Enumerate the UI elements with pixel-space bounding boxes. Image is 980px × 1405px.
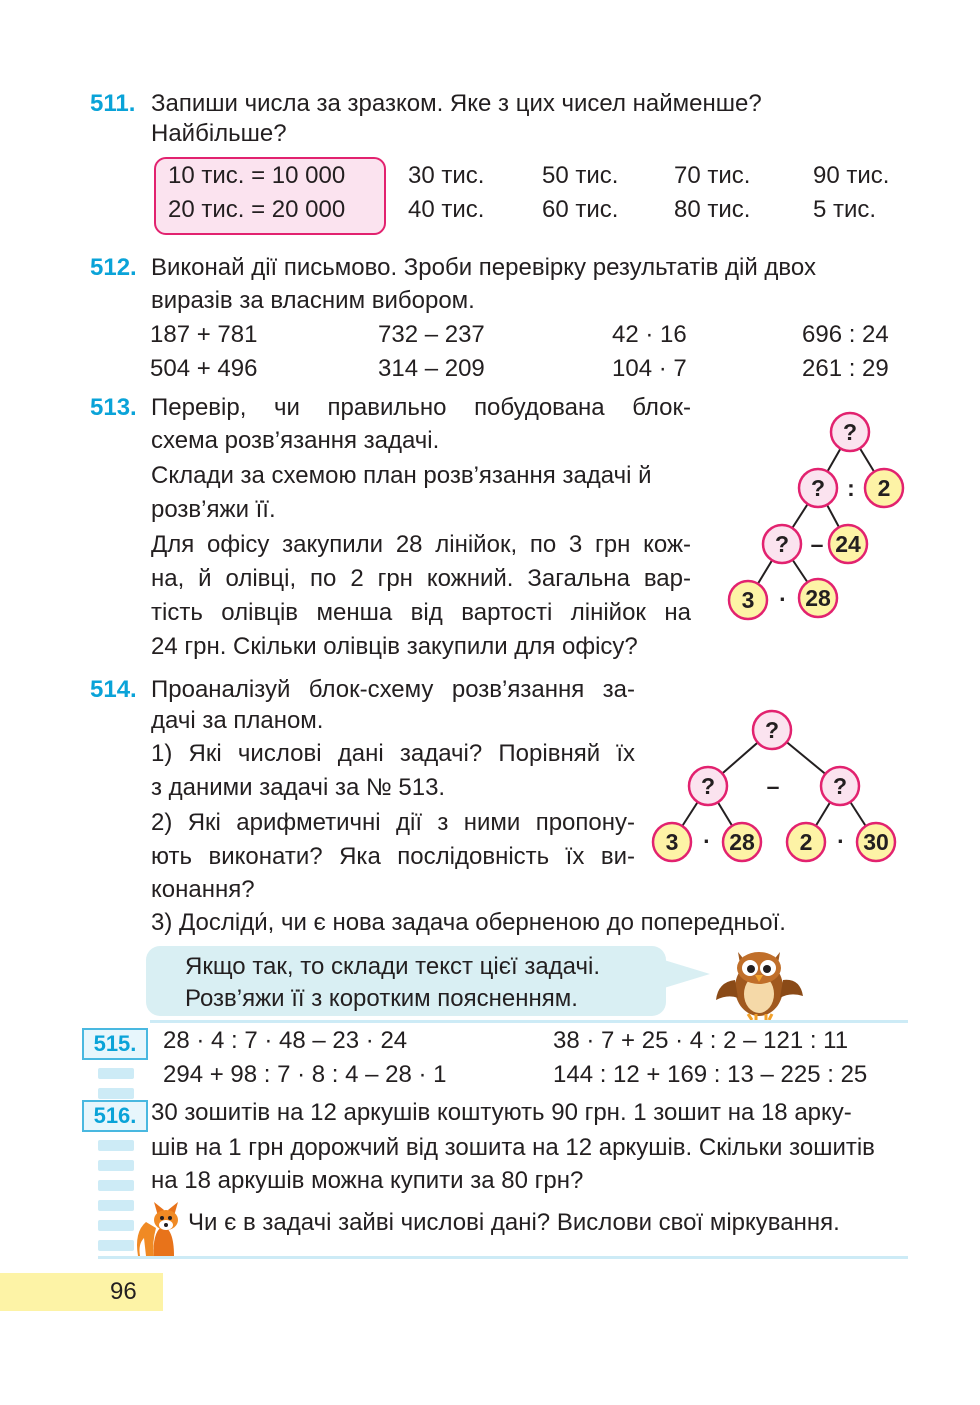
task-513-line: 24 грн. Скільки олівців закупили для офісу?	[151, 633, 638, 660]
expression: 144 : 12 + 169 : 13 – 225 : 25	[553, 1061, 868, 1088]
scheme-operator: ·	[703, 828, 711, 854]
scheme-label: ?	[810, 475, 826, 501]
scheme-label: 3	[665, 829, 679, 855]
task-number-515: 515.	[82, 1028, 148, 1060]
number-cell: 40 тис.	[408, 196, 485, 223]
scheme-operator: ·	[779, 586, 787, 612]
scheme-label: 2	[799, 829, 813, 855]
scheme-label: 2	[877, 475, 891, 501]
scheme-label: 3	[741, 587, 755, 613]
divider	[98, 1256, 908, 1259]
task-514-line: Проаналізуй блок-схему розв’язання за-	[151, 676, 635, 703]
scheme-operator: :	[847, 475, 855, 501]
scheme-label: 28	[729, 829, 755, 855]
scheme-label: 30	[863, 829, 889, 855]
number-cell: 70 тис.	[674, 162, 751, 189]
scheme-label: ?	[774, 531, 790, 557]
scheme-label: ?	[764, 717, 780, 743]
number-cell: 5 тис.	[813, 196, 877, 223]
task-514-line: з даними задачі за № 513.	[151, 774, 446, 801]
number-cell: 50 тис.	[542, 162, 619, 189]
task-513-line: розв’яжи її.	[151, 496, 276, 523]
task-number-512: 512.	[90, 254, 137, 281]
task-514-line: дачі за планом.	[151, 707, 324, 734]
task-516-line: на 18 аркушів можна купити за 80 грн?	[151, 1167, 584, 1194]
note-line: Розв’яжи її з коротким поясненням.	[185, 985, 578, 1012]
scheme-operator: –	[810, 531, 824, 557]
task-513-line: Для офісу закупили 28 лінійок, по 3 грн кож-	[151, 531, 691, 558]
task-number-511: 511.	[90, 90, 136, 117]
task-number-516: 516.	[82, 1100, 148, 1132]
scheme-label: ?	[832, 773, 848, 799]
sample-line: 10 тис. = 10 000	[168, 162, 346, 189]
rail-step	[98, 1240, 134, 1251]
expression: 42 · 16	[612, 321, 687, 348]
task-512-line: Виконай дії письмово. Зроби перевірку результатів дій двох	[151, 254, 816, 281]
fox-icon	[132, 1198, 186, 1258]
number-cell: 80 тис.	[674, 196, 751, 223]
expression: 504 + 496	[150, 355, 258, 382]
number-cell: 60 тис.	[542, 196, 619, 223]
task-513-line: Перевір, чи правильно побудована блок-	[151, 394, 691, 421]
scheme-operator: ·	[837, 828, 845, 854]
task-514-line: 3) Досліди́, чи є нова задача оберненою до попередньої.	[151, 909, 786, 936]
sample-line: 20 тис. = 20 000	[168, 196, 346, 223]
task-513-line: Склади за схемою план розв’язання задачі й	[151, 462, 652, 489]
number-cell: 30 тис.	[408, 162, 485, 189]
rail-step	[98, 1160, 134, 1171]
rail-step	[98, 1180, 134, 1191]
scheme-operator: –	[766, 773, 780, 799]
rail-step	[98, 1088, 134, 1099]
task-516-line: 30 зошитів на 12 аркушів коштують 90 грн. 1 зошит на 18 арку-	[151, 1099, 852, 1126]
scheme-label: ?	[842, 419, 858, 445]
page-number: 96	[110, 1278, 137, 1305]
task-514-line: 2) Які арифметичні дії з ними пропону-	[151, 809, 635, 836]
page-number-tab	[0, 1273, 163, 1311]
task-513-line: тість олівців менша від вартості лінійок на	[151, 599, 691, 626]
expression: 38 · 7 + 25 · 4 : 2 – 121 : 11	[553, 1027, 849, 1054]
task-512-line: виразів за власним вибором.	[151, 287, 475, 314]
task-513-line: схема розв’язання задачі.	[151, 427, 440, 454]
divider	[150, 1020, 908, 1023]
rail-step	[98, 1200, 134, 1211]
block-scheme-513	[700, 400, 940, 640]
task-516-question: Чи є в задачі зайві числові дані? Вислови свої міркування.	[188, 1209, 840, 1236]
task-514-line: конання?	[151, 876, 255, 903]
task-511-line: Запиши числа за зразком. Яке з цих чисел найменше?	[151, 90, 762, 117]
expression: 696 : 24	[802, 321, 889, 348]
rail-step	[98, 1068, 134, 1079]
rail-step	[98, 1140, 134, 1151]
owl-icon	[714, 938, 804, 1022]
expression: 187 + 781	[150, 321, 258, 348]
task-516-line: шів на 1 грн дорожчий від зошита на 12 аркушів. Скільки зошитів	[151, 1134, 875, 1161]
scheme-label: 28	[805, 585, 831, 611]
task-514-line: ють виконати? Яка послідовність їх ви-	[151, 843, 635, 870]
task-514-line: 1) Які числові дані задачі? Порівняй їх	[151, 740, 635, 767]
scheme-label: 24	[835, 531, 861, 557]
expression: 732 – 237	[378, 321, 485, 348]
block-scheme-514	[640, 700, 910, 880]
expression: 261 : 29	[802, 355, 889, 382]
expression: 104 · 7	[612, 355, 687, 382]
note-line: Якщо так, то склади текст цієї задачі.	[185, 953, 601, 980]
rail-step	[98, 1220, 134, 1231]
expression: 314 – 209	[378, 355, 485, 382]
task-number-513: 513.	[90, 394, 137, 421]
task-511-line: Найбільше?	[151, 120, 287, 147]
number-cell: 90 тис.	[813, 162, 890, 189]
bubble-tail	[664, 960, 710, 988]
task-513-line: на, й олівці, по 2 грн кожний. Загальна вар-	[151, 565, 691, 592]
task-number-514: 514.	[90, 676, 137, 703]
expression: 28 · 4 : 7 · 48 – 23 · 24	[163, 1027, 408, 1054]
expression: 294 + 98 : 7 · 8 : 4 – 28 · 1	[163, 1061, 447, 1088]
scheme-label: ?	[700, 773, 716, 799]
